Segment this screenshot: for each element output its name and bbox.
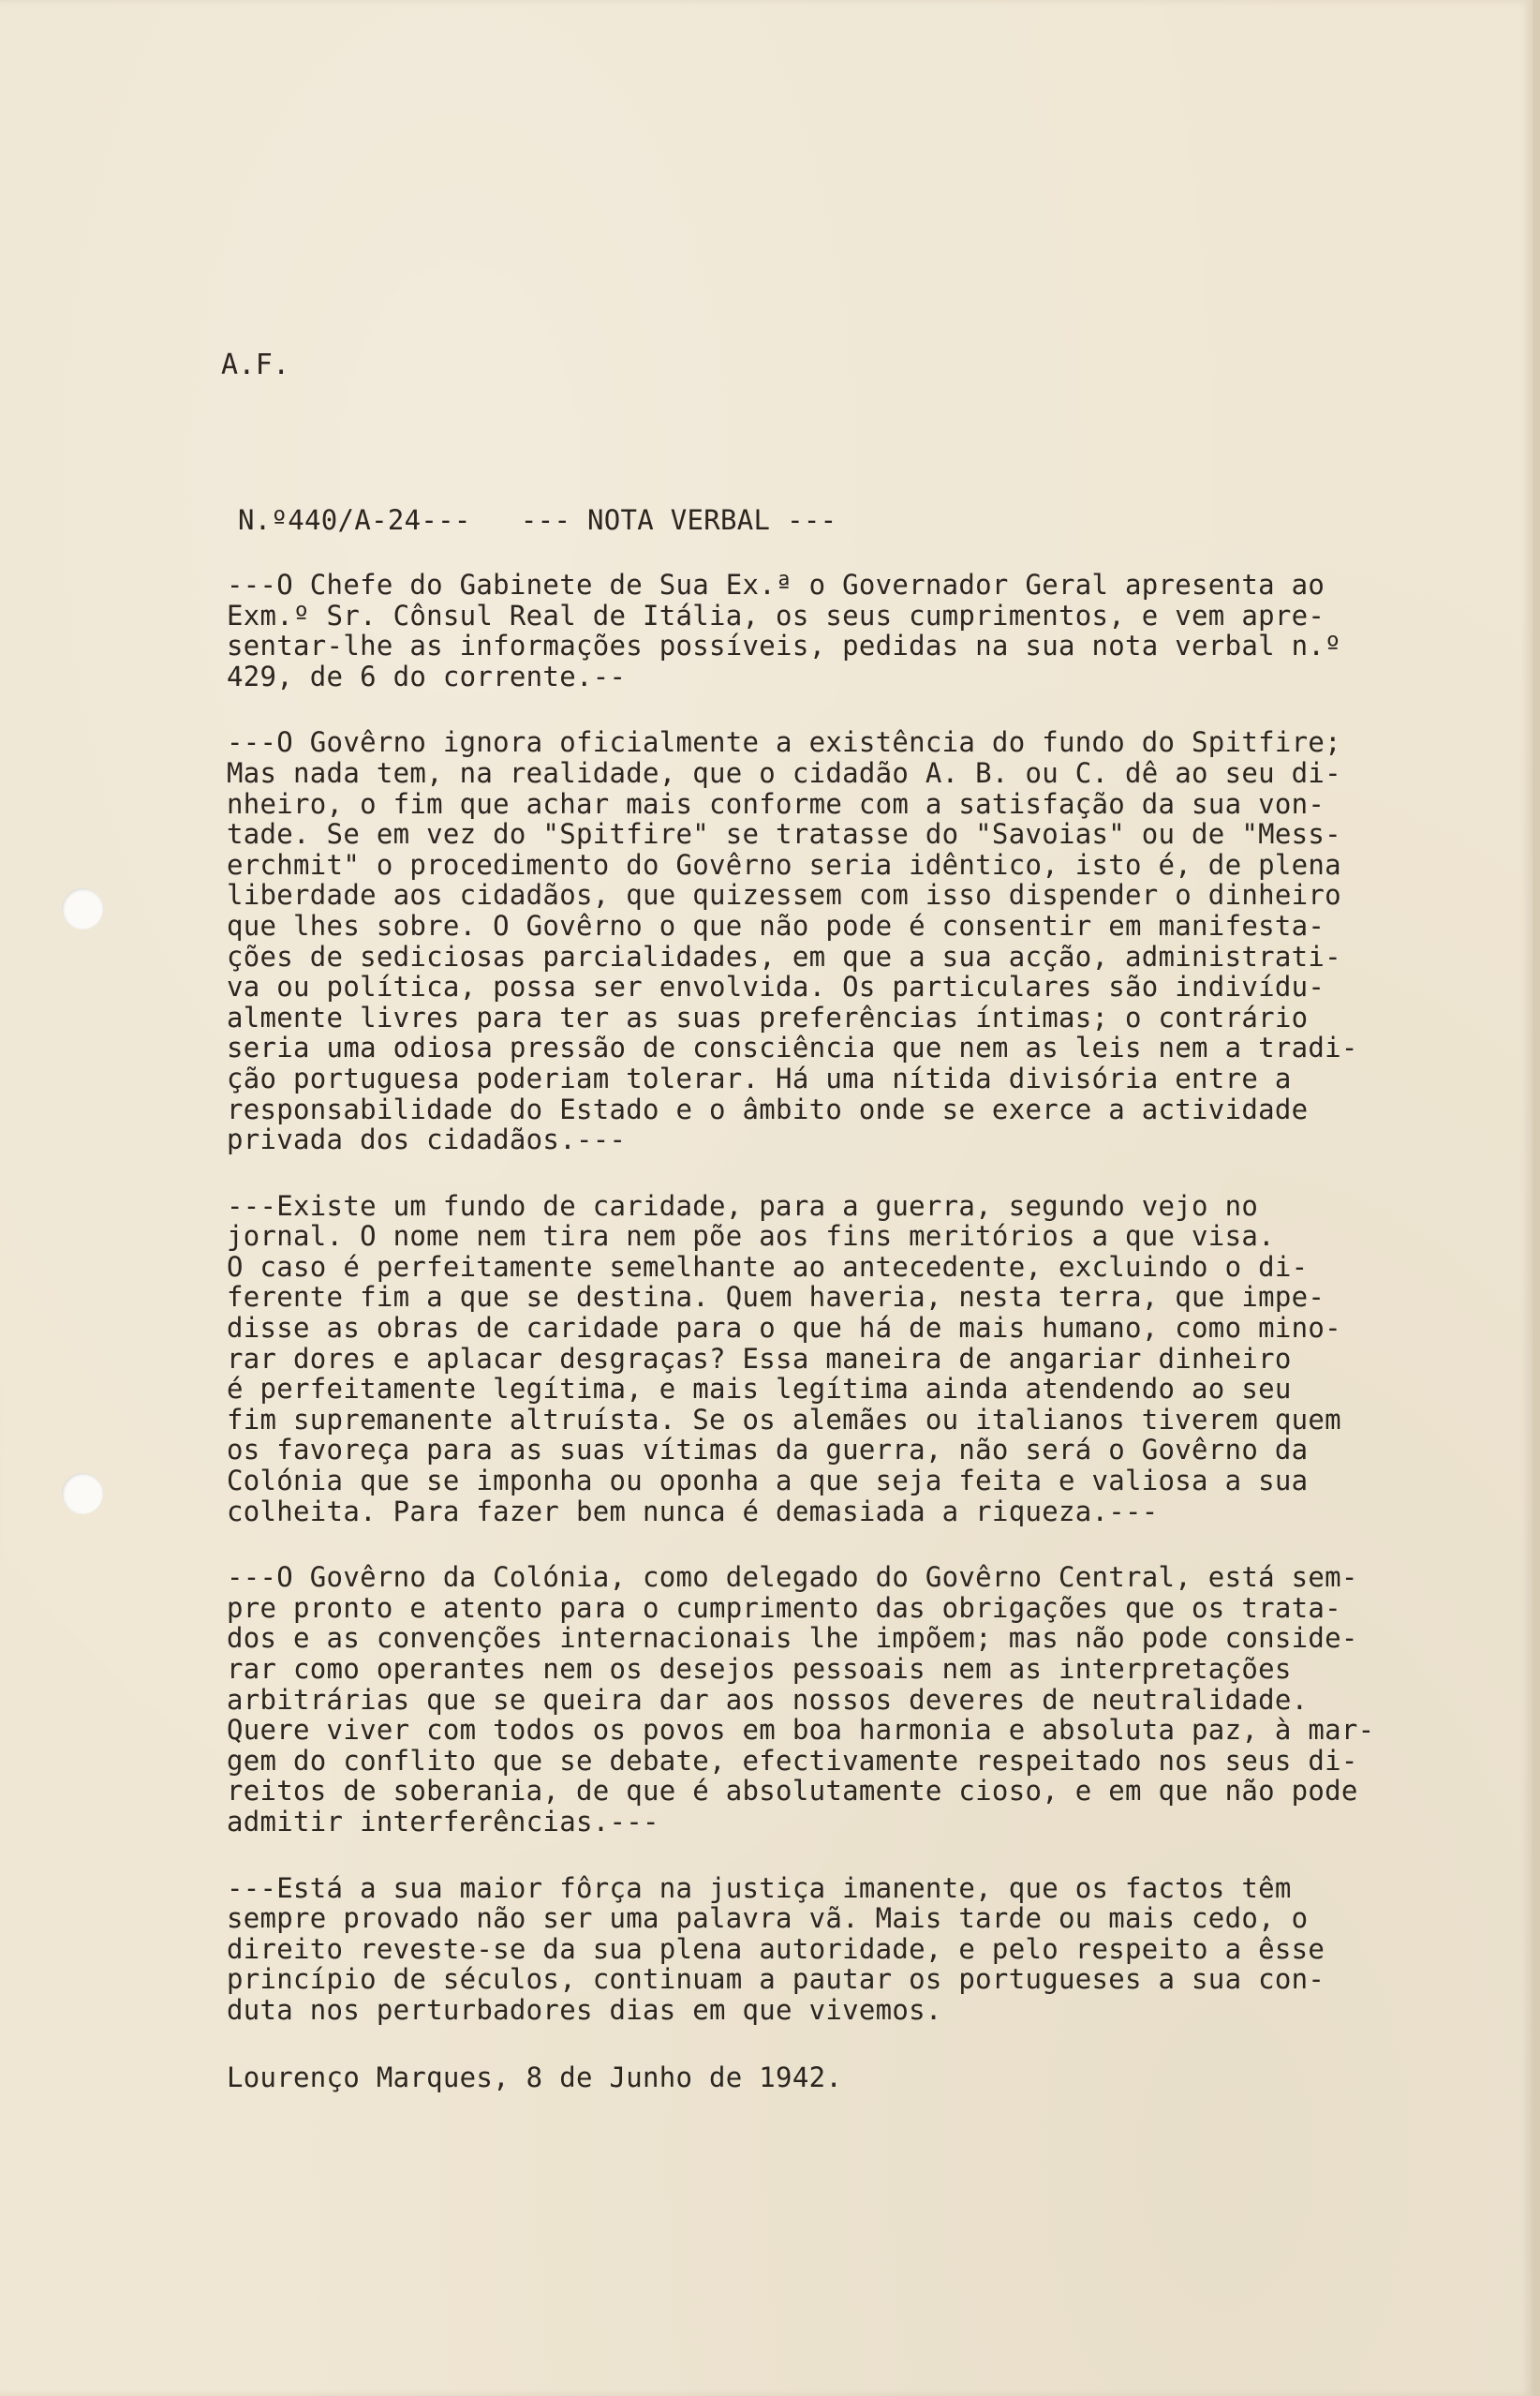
text-line: Exm.º Sr. Cônsul Real de Itália, os seus cumprimentos, e vem apre-	[227, 599, 1325, 632]
text-line: gem do conflito que se debate, efectivamente respeitado nos seus di-	[227, 1744, 1358, 1777]
text-line: duta nos perturbadores dias em que vivemos.	[227, 1993, 942, 2026]
text-line: arbitrárias que se queira dar aos nossos deveres de neutralidade.	[227, 1683, 1309, 1716]
text-line: admitir interferências.---	[227, 1805, 659, 1838]
text-line: privada dos cidadãos.---	[227, 1124, 627, 1156]
text-line: ---Existe um fundo de caridade, para a guerra, segundo vejo no	[227, 1189, 1259, 1222]
text-line: Mas nada tem, na realidade, que o cidadão A. B. ou C. dê ao seu di-	[227, 756, 1341, 789]
punch-hole-top	[62, 888, 103, 930]
text-line: pre pronto e atento para o cumprimento das obrigações que os trata-	[227, 1591, 1341, 1624]
text-line: disse as obras de caridade para o que há de mais humano, como mino-	[227, 1312, 1341, 1345]
paragraph	[227, 727, 1510, 1154]
text-line: que lhes sobre. O Govêrno o que não pode é consentir em manifesta-	[227, 909, 1325, 942]
text-line: jornal. O nome nem tira nem põe aos fins meritórios a que visa.	[227, 1220, 1275, 1253]
text-line: Quere viver com todos os povos em boa harmonia e absoluta paz, à mar-	[227, 1714, 1375, 1747]
text-line: reitos de soberania, de que é absolutamente cioso, e em que não pode	[227, 1775, 1358, 1808]
text-line: princípio de séculos, continuam a pautar os portugueses a sua con-	[227, 1963, 1325, 1996]
text-line: colheita. Para fazer bem nunca é demasiada a riqueza.---	[227, 1495, 1159, 1527]
header-initials: A.F.	[221, 349, 290, 381]
text-line: os favoreça para as suas vítimas da guerra, não será o Govêrno da	[227, 1434, 1309, 1466]
text-line: rar como operantes nem os desejos pessoais nem as interpretações	[227, 1653, 1292, 1685]
text-line: liberdade aos cidadãos, que quizessem com isso dispender o dinheiro	[227, 879, 1341, 912]
text-line: ferente fim a que se destina. Quem haveria, nesta terra, que impe-	[227, 1281, 1325, 1314]
text-line: ---O Govêrno ignora oficialmente a existência do fundo do Spitfire;	[227, 726, 1341, 759]
text-line: é perfeitamente legítima, e mais legítima ainda atendendo ao seu	[227, 1373, 1292, 1406]
text-line: sempre provado não ser uma palavra vã. Mais tarde ou mais cedo, o	[227, 1902, 1309, 1935]
paragraph	[227, 1562, 1510, 1837]
text-line: responsabilidade do Estado e o âmbito onde se exerce a actividade	[227, 1093, 1309, 1125]
paragraph	[227, 570, 1510, 692]
text-line: nheiro, o fim que achar mais conforme com a satisfação da sua von-	[227, 787, 1325, 820]
text-line: tade. Se em vez do "Spitfire" se tratasse do "Savoias" ou de "Mess-	[227, 818, 1341, 851]
text-line: ções de sediciosas parcialidades, em que a sua acção, administrati-	[227, 940, 1341, 973]
text-line: O caso é perfeitamente semelhante ao antecedente, excluindo o di-	[227, 1250, 1309, 1283]
paragraph	[227, 1191, 1510, 1527]
text-line: almente livres para ter as suas preferências íntimas; o contrário	[227, 1001, 1309, 1034]
reference-number: N.º440/A-24---	[238, 504, 471, 536]
text-line: 429, de 6 do corrente.--	[227, 660, 627, 692]
text-line: direito reveste-se da sua plena autoridade, e pelo respeito a êsse	[227, 1932, 1325, 1965]
text-line: ção portuguesa poderiam tolerar. Há uma nítida divisória entre a	[227, 1062, 1292, 1094]
text-line: erchmit" o procedimento do Govêrno seria idêntico, isto é, de plena	[227, 848, 1341, 881]
body-text	[227, 570, 1510, 2061]
text-line: Colónia que se imponha ou oponha a que seja feita e valiosa a sua	[227, 1465, 1309, 1497]
text-line: fim supremanente altruísta. Se os alemães ou italianos tiverem quem	[227, 1403, 1341, 1436]
text-line: rar dores e aplacar desgraças? Essa maneira de angariar dinheiro	[227, 1342, 1292, 1375]
text-line: sentar-lhe as informações possíveis, pedidas na sua nota verbal n.º	[227, 630, 1341, 662]
text-line: ---O Govêrno da Colónia, como delegado do Govêrno Central, está sem-	[227, 1561, 1358, 1594]
text-line: ---O Chefe do Gabinete de Sua Ex.ª o Governador Geral apresenta ao	[227, 569, 1325, 601]
place-date-line: Lourenço Marques, 8 de Junho de 1942.	[227, 2061, 843, 2093]
punch-hole-bottom	[62, 1473, 103, 1514]
paragraph	[227, 1873, 1510, 2026]
text-line: dos e as convenções internacionais lhe impõem; mas não pode conside-	[227, 1622, 1358, 1655]
paper-edge	[1533, 0, 1540, 2396]
text-line: seria uma odiosa pressão de consciência que nem as leis nem a tradi-	[227, 1032, 1358, 1064]
reference-line	[238, 504, 837, 536]
document-title: --- NOTA VERBAL ---	[520, 504, 837, 536]
text-line: ---Está a sua maior fôrça na justiça imanente, que os factos têm	[227, 1871, 1292, 1904]
text-line: va ou política, possa ser envolvida. Os particulares são indivídu-	[227, 971, 1325, 1004]
